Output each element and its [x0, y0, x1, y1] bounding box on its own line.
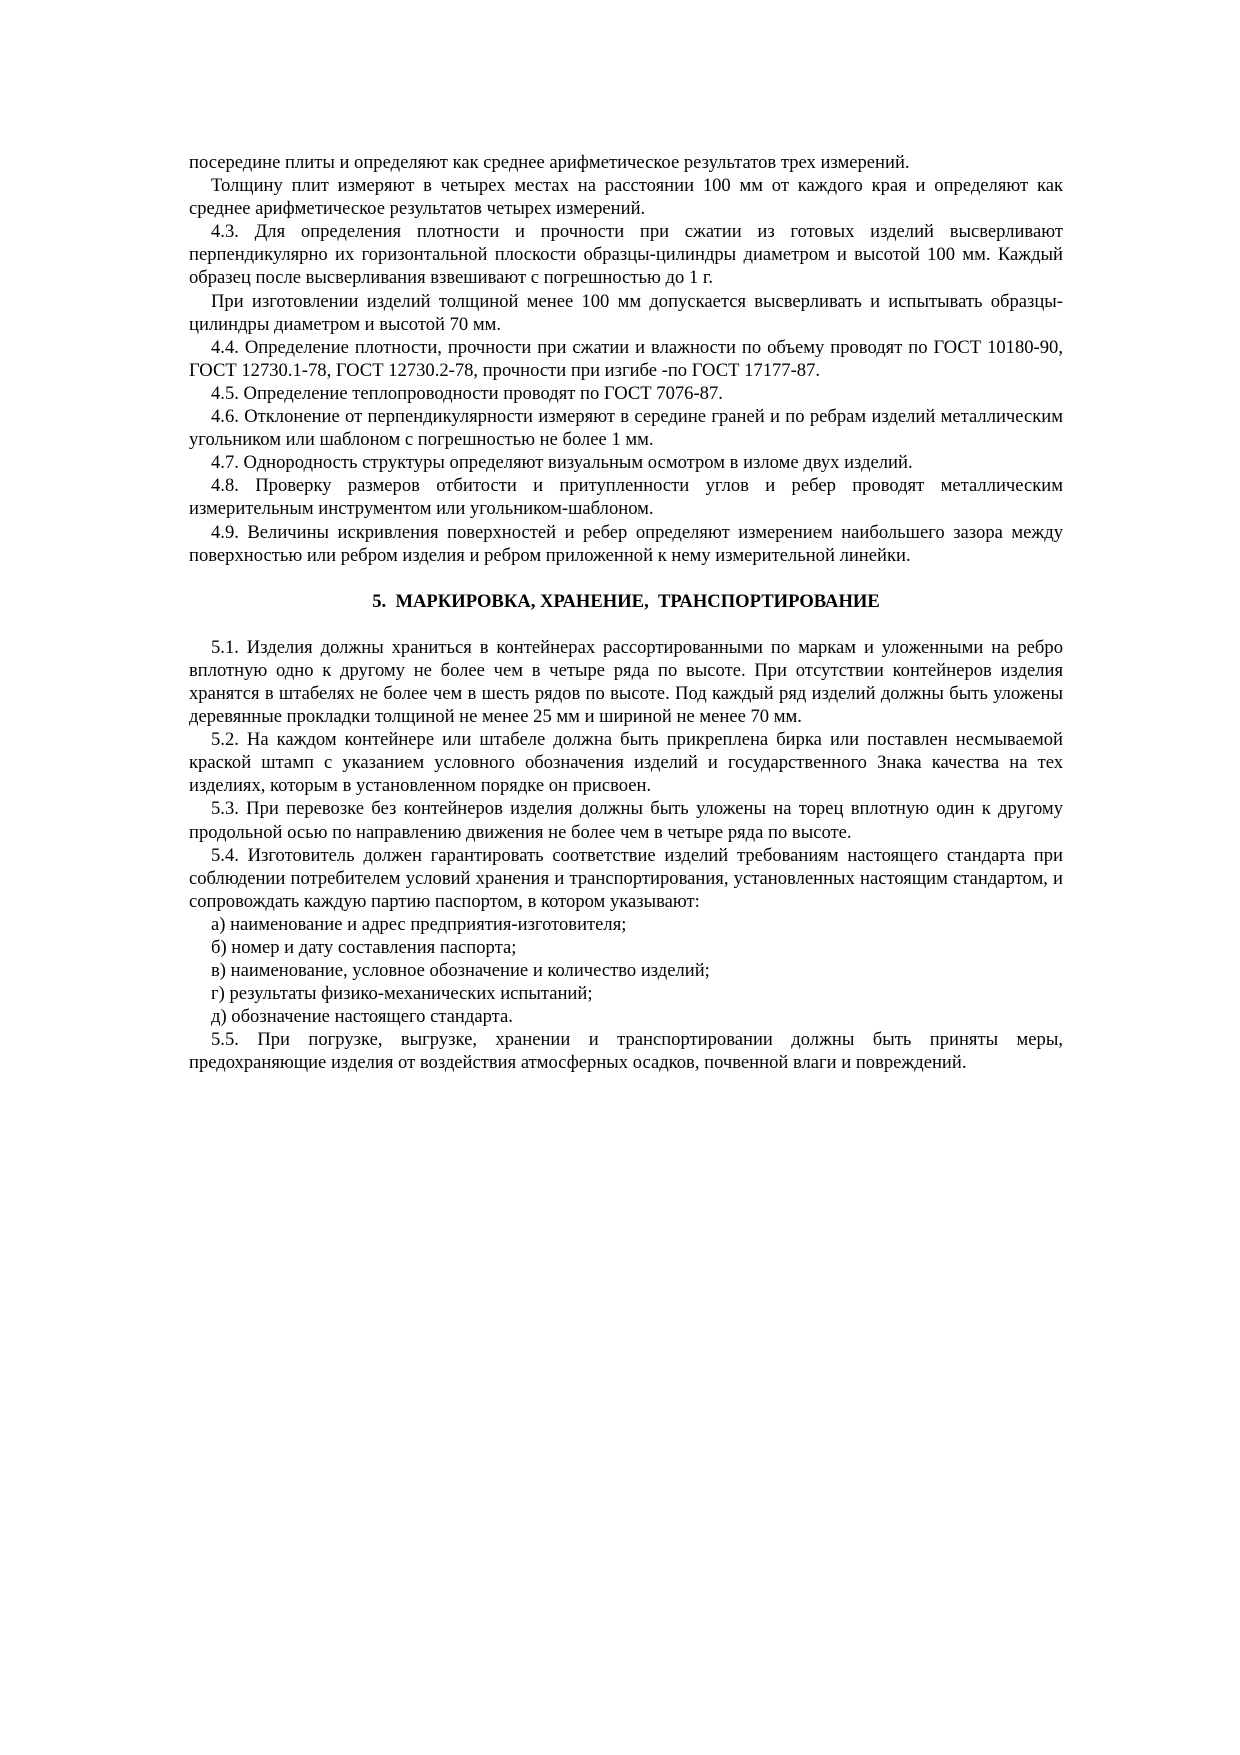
paragraph-thickness: Толщину плит измеряют в четырех местах на расстоянии 100 мм от каждого края и определяют как среднее арифметическое результатов четырех измерений. — [189, 175, 1063, 220]
paragraph-4-5: 4.5. Определение теплопроводности проводят по ГОСТ 7076-87. — [211, 382, 723, 404]
paragraph-4-3: 4.3. Для определения плотности и прочности при сжатии из готовых изделий высверливают перпендикулярно их горизонтальной плоскости образцы-цилиндры диаметром и высотой 100 мм. Каждый образец после высверливания взвешивают с погрешностью до 1 г. — [189, 221, 1063, 289]
paragraph-4-7: 4.7. Однородность структуры определяют визуальным осмотром в изломе двух изделий. — [211, 452, 913, 474]
paragraph-5-5: 5.5. При погрузке, выгрузке, хранении и транспортировании должны быть приняты меры, предохраняющие изделия от воздействия атмосферных осадков, почвенной влаги и повреждений. — [189, 1029, 1063, 1074]
paragraph-5-1: 5.1. Изделия должны храниться в контейнерах рассортированными по маркам и уложенными на ребро вплотную одно к другому не более чем в четыре ряда по высоте. При отсутствии контейнеров изделия хранятся в штабелях не более чем в шесть рядов по высоте. Под каждый ряд изделий должны быть уложены деревянные прокладки толщиной не менее 25 мм и шириной не менее 70 мм. — [189, 636, 1063, 728]
paragraph-4-8: 4.8. Проверку размеров отбитости и притупленности углов и ребер проводят металлическим измерительным инструментом или угольником-шаблоном. — [189, 475, 1063, 520]
list-item: б) номер и дату составления паспорта; — [211, 937, 517, 958]
paragraph-4-3-note: При изготовлении изделий толщиной менее 100 мм допускается высверливать и испытывать образцы-цилиндры диаметром и высотой 70 мм. — [189, 290, 1063, 335]
section-5-heading: 5. МАРКИРОВКА, ХРАНЕНИЕ, ТРАНСПОРТИРОВАНИЕ — [372, 590, 880, 612]
document-page — [189, 151, 1063, 1075]
paragraph-5-3: 5.3. При перевозке без контейнеров изделия должны быть уложены на торец вплотную один к другому продольной осью по направлению движения не более чем в четыре ряда по высоте. — [189, 798, 1063, 843]
list-item: в) наименование, условное обозначение и количество изделий; — [211, 960, 710, 982]
list-item: г) результаты физико-механических испытаний; — [211, 983, 593, 1005]
paragraph-5-4: 5.4. Изготовитель должен гарантировать соответствие изделий требованиям настоящего стандарта при соблюдении потребителем условий хранения и транспортирования, установленных настоящим стандартом, и сопровождать каждую партию паспортом, в котором указывают: — [189, 844, 1063, 912]
paragraph-4-4: 4.4. Определение плотности, прочности при сжатии и влажности по объему проводят по ГОСТ 10180-90, ГОСТ 12730.1-78, ГОСТ 12730.2-78, прочности при изгибе -по ГОСТ 17177-87. — [189, 336, 1063, 381]
paragraph-continuation: посередине плиты и определяют как среднее арифметическое результатов трех измерений. — [189, 152, 910, 173]
list-item: а) наименование и адрес предприятия-изготовителя; — [211, 913, 627, 935]
paragraph-5-2: 5.2. На каждом контейнере или штабеле должна быть прикреплена бирка или поставлен несмываемой краской штамп с указанием условного обозначения изделий и государственного Знака качества на тех изделиях, которым в установленном порядке он присвоен. — [189, 729, 1063, 797]
paragraph-4-9: 4.9. Величины искривления поверхностей и ребер определяют измерением наибольшего зазора между поверхностью или ребром изделия и ребром приложенной к нему измерительной линейки. — [189, 521, 1063, 566]
paragraph-4-6: 4.6. Отклонение от перпендикулярности измеряют в середине граней и по ребрам изделий металлическим угольником или шаблоном с погрешностью не более 1 мм. — [189, 406, 1063, 451]
list-item: д) обозначение настоящего стандарта. — [211, 1006, 513, 1028]
